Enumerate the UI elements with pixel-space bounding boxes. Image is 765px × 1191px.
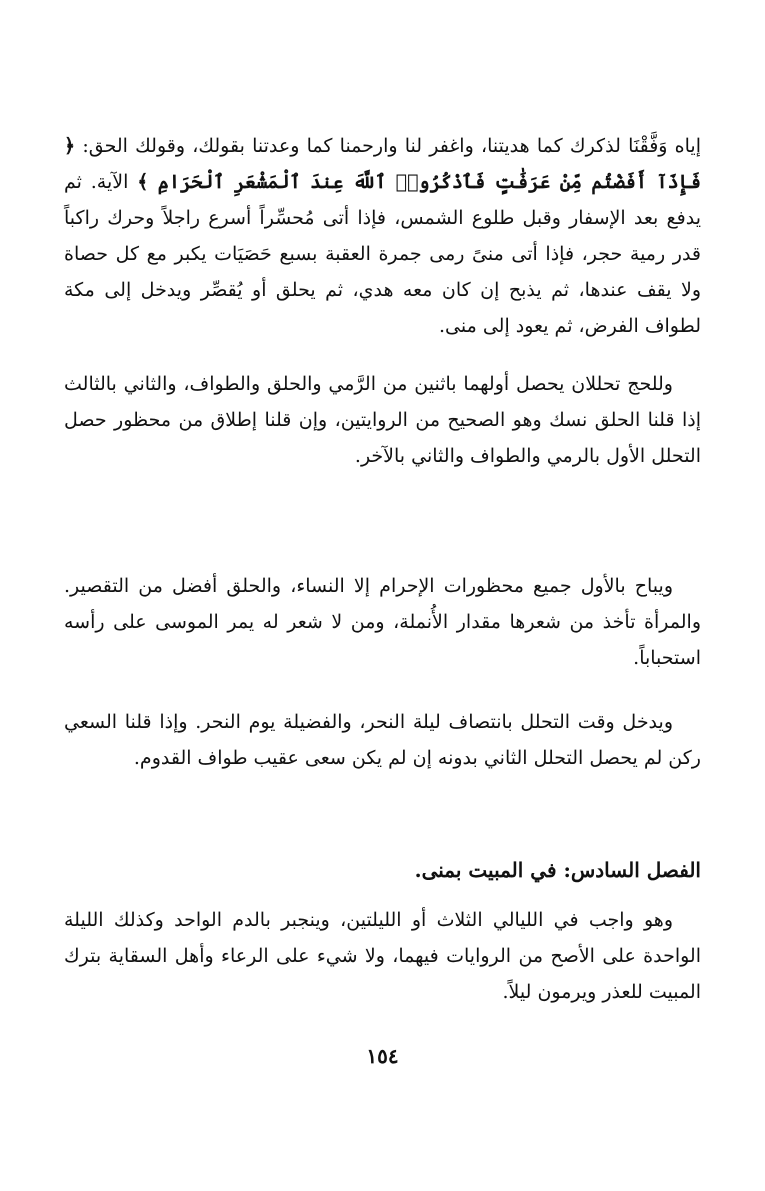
paragraph-text: إياه وَفَّقْنَا لذكرك كما هديتنا، واغفر لنا وارحمنا كما وعدتنا بقولك، وقولك الحق: <box>75 135 701 157</box>
paragraph-pilgrimage-departure <box>64 128 701 344</box>
paragraph-text: وهو واجب في الليالي الثلاث أو الليلتين، وينجبر بالدم الواحد وكذلك الليلة الواحدة على الأصح من الروايات فيهما، ولا شيء على الرعاء وأهل السقاية بترك المبيت للعذر ويرمون ليلاً. <box>64 909 701 1003</box>
paragraph-text: ويباح بالأول جميع محظورات الإحرام إلا النساء، والحلق أفضل من التقصير. والمرأة تأخذ من شعرها مقدار الأُنملة، ومن لا شعر له يمر الموسى على رأسه استحباباً. <box>64 575 701 669</box>
paragraph-text: وللحج تحللان يحصل أولهما باثنين من الرَّمي والحلق والطواف، والثاني بالثالث إذا قلنا الحلق نسك وهو الصحيح من الروايتين، وإن قلنا إطلاق من محظور حصل التحلل الأول بالرمي والطواف والثاني بالآخر. <box>64 373 701 467</box>
quran-verse: ﴿ فَإِذَآ أَفَضْتُم مِّنْ عَرَفَٰتٍ فَٱذْكُرُوا۟ ٱللَّهَ عِندَ ٱلْمَشْعَرِ ٱلْحَرَامِ ﴾ <box>64 135 701 193</box>
paragraph-first-release <box>64 568 701 676</box>
paragraph-two-releases <box>64 366 701 474</box>
paragraph-release-time <box>64 704 701 776</box>
paragraph-text: ويدخل وقت التحلل بانتصاف ليلة النحر، والفضيلة يوم النحر. وإذا قلنا السعي ركن لم يحصل التحلل الثاني بدونه إن لم يكن سعى عقيب طواف القدوم. <box>64 711 701 769</box>
paragraph-text: الآية. ثم يدفع بعد الإسفار وقبل طلوع الشمس، فإذا أتى مُحسِّراً أسرع راجلاً وحرك راكباً قدر رمية حجر، فإذا أتى منىً رمى جمرة العقبة بسبع حَصَيَات يكبر مع كل حصاة ولا يقف عندها، ثم يذبح إن كان معه هدي، ثم يحلق أو يُقصِّر ويدخل إلى مكة لطواف الفرض، ثم يعود إلى منى. <box>64 171 701 337</box>
section-heading: الفصل السادس: في المبيت بمنى. <box>414 858 701 882</box>
paragraph-staying-mina <box>64 902 701 1010</box>
page-number: ١٥٤ <box>366 1044 399 1068</box>
